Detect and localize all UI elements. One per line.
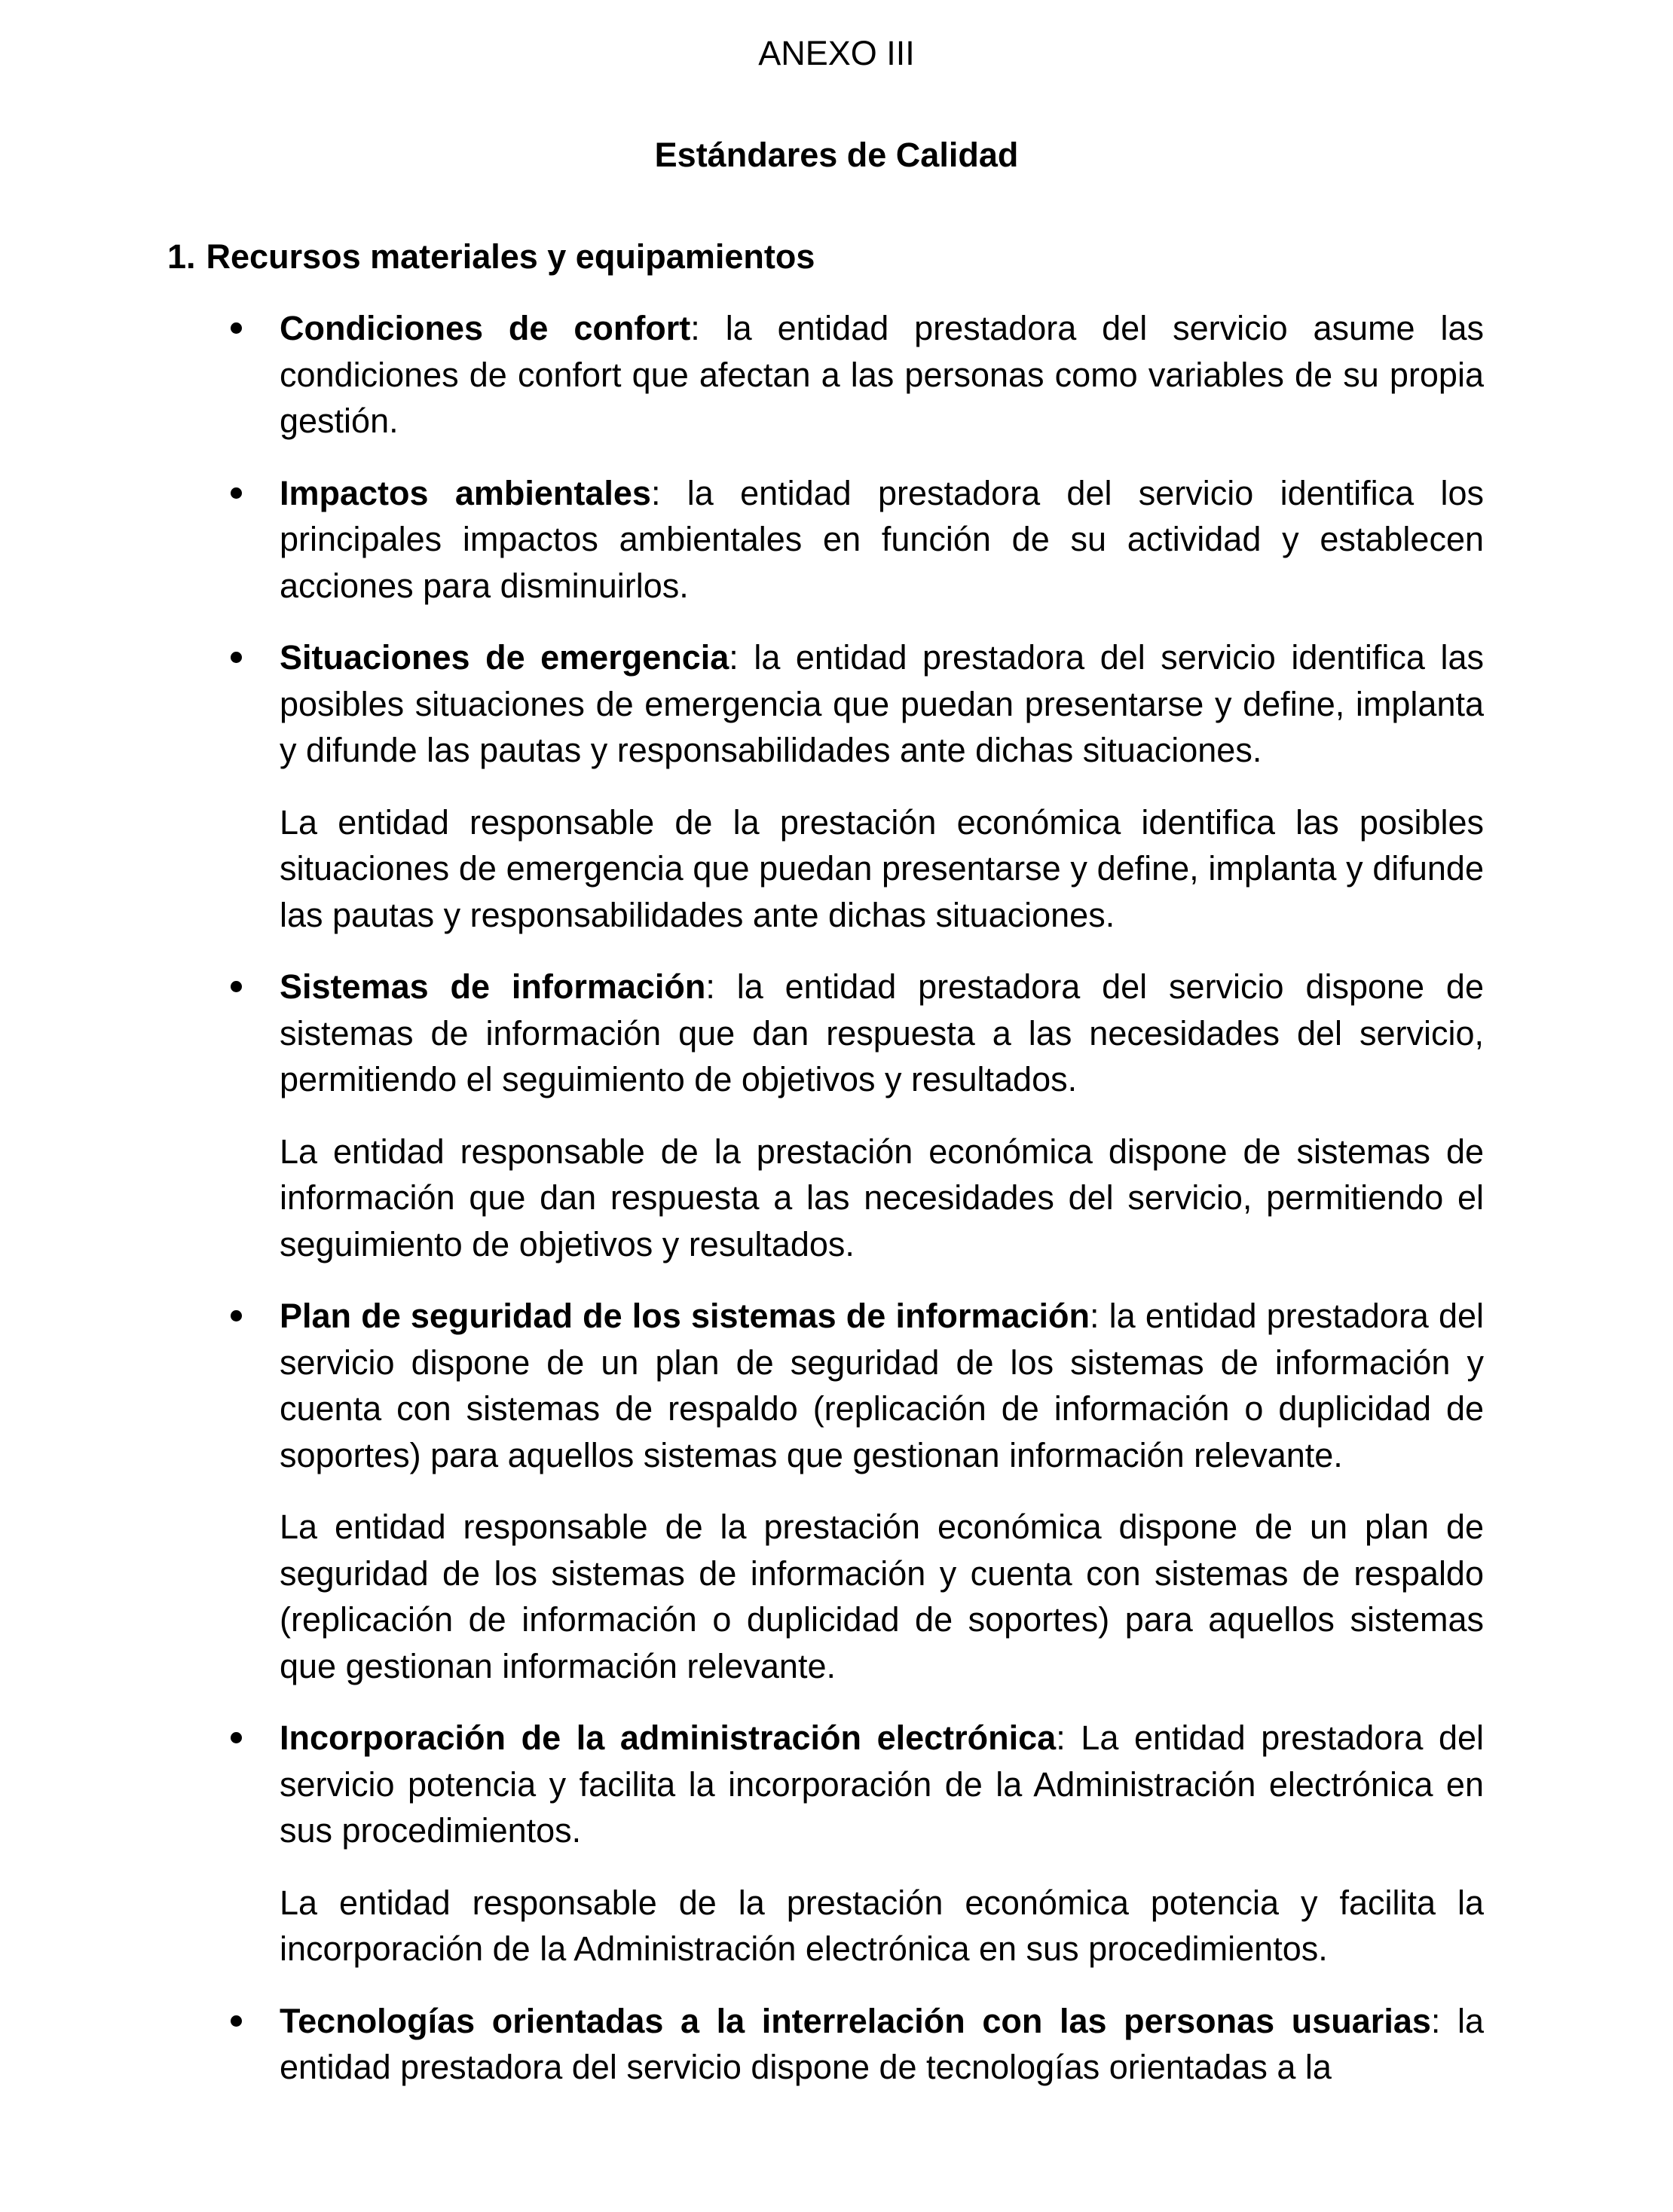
item-text: : la entidad prestadora del servicio identifica las posibles situaciones de emergencia que puedan presentarse y define, implanta y difunde las pautas y responsabilidades ante dichas situaciones. — [280, 638, 1485, 769]
item-paragraph — [280, 1293, 1484, 1478]
item-term: Impactos ambientales — [280, 473, 651, 512]
bullet-icon — [231, 487, 242, 499]
bullet-icon — [231, 652, 242, 663]
section-heading — [167, 234, 815, 280]
list-item-body — [280, 1293, 1484, 1689]
list-item — [0, 964, 1673, 1267]
item-paragraph — [280, 964, 1484, 1103]
item-text: : la entidad prestadora del servicio asume las condiciones de confort que afectan a las personas como variables de su propia gestión. — [280, 309, 1484, 440]
item-extra-paragraph: La entidad responsable de la prestación económica identifica las posibles situaciones de emergencia que puedan presentarse y define, implanta y difunde las pautas y responsabilidades ante dichas situaciones. — [280, 802, 1484, 934]
list-item-body — [280, 1998, 1484, 2091]
item-text: : la entidad prestadora del servicio dispone de sistemas de información que dan respuesta a las necesidades del servicio, permitiendo el seguimiento de objetivos y resultados. — [280, 967, 1484, 1098]
item-extra-paragraph: La entidad responsable de la prestación económica dispone de sistemas de información que dan respuesta a las necesidades del servicio, permitiendo el seguimiento de objetivos y resultados. — [280, 1132, 1484, 1263]
list-item — [0, 1293, 1673, 1689]
item-paragraph — [280, 1998, 1484, 2091]
item-paragraph — [280, 305, 1484, 445]
list-item — [0, 634, 1673, 938]
bullet-icon — [231, 981, 242, 992]
item-extra-paragraph: La entidad responsable de la prestación económica dispone de un plan de seguridad de los sistemas de información y cuenta con sistemas de respaldo (replicación de información o duplicidad de soportes) para aquellos sistemas que gestionan información relevante. — [280, 1508, 1484, 1685]
item-paragraph — [280, 1715, 1484, 1854]
item-term: Situaciones de emergencia — [280, 638, 729, 677]
item-paragraph — [280, 634, 1484, 774]
item-text: : la entidad prestadora del servicio dispone de tecnologías orientadas a la — [280, 2001, 1485, 2086]
list-item-body — [280, 964, 1484, 1267]
item-term: Tecnologías orientadas a la interrelación con las personas usuarias — [280, 2001, 1431, 2040]
item-text: : la entidad prestadora del servicio identifica los principales impactos ambientales en función de su actividad y establecen acciones para disminuirlos. — [280, 473, 1485, 605]
list-item — [0, 1998, 1673, 2091]
list-item — [0, 1715, 1673, 1972]
list-item-body — [280, 305, 1484, 445]
section-heading-text: Recursos materiales y equipamientos — [206, 237, 815, 276]
item-term: Incorporación de la administración electrónica — [280, 1719, 1057, 1757]
quality-standards-list — [0, 305, 1673, 2116]
item-term: Sistemas de información — [280, 967, 706, 1006]
item-term: Condiciones de confort — [280, 309, 691, 347]
document-title: Estándares de Calidad — [654, 136, 1019, 174]
bullet-icon — [231, 322, 242, 334]
item-term: Plan de seguridad de los sistemas de información — [280, 1297, 1090, 1335]
section-number: 1. — [167, 237, 196, 276]
list-item-body — [280, 1715, 1484, 1972]
list-item-body — [280, 634, 1484, 938]
bullet-icon — [231, 2015, 242, 2027]
list-item — [0, 470, 1673, 610]
item-text: : la entidad prestadora del servicio dispone de un plan de seguridad de los sistemas de información y cuenta con sistemas de respaldo (replicación de información o duplicidad de soportes) para aquellos sistemas que gestionan información relevante. — [280, 1297, 1485, 1474]
list-item — [0, 305, 1673, 445]
item-paragraph — [280, 470, 1484, 610]
item-text: : La entidad prestadora del servicio potencia y facilita la incorporación de la Administración electrónica en sus procedimientos. — [280, 1719, 1485, 1850]
annex-label: ANEXO III — [758, 34, 915, 72]
bullet-icon — [231, 1310, 242, 1321]
list-item-body — [280, 470, 1484, 610]
bullet-icon — [231, 1732, 242, 1743]
item-extra-paragraph: La entidad responsable de la prestación económica potencia y facilita la incorporación de la Administración electrónica en sus procedimientos. — [280, 1883, 1484, 1968]
